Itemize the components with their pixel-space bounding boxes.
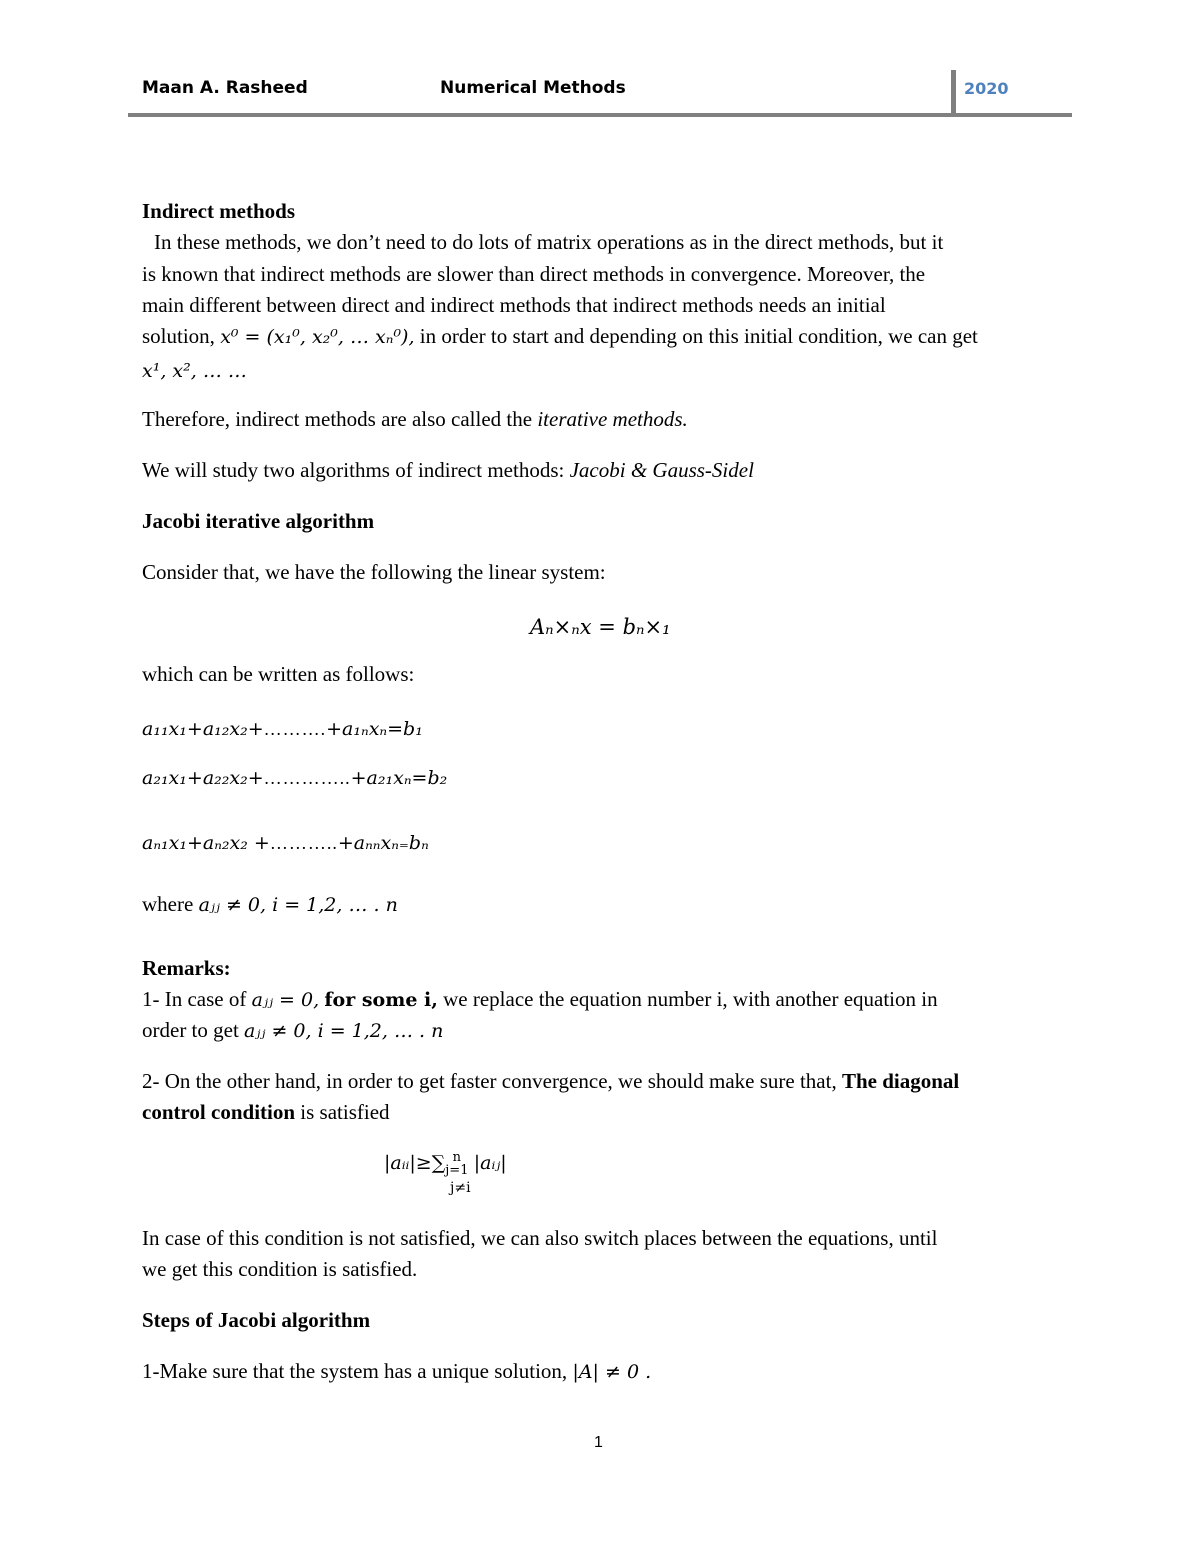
remark-1 [142, 987, 938, 1012]
para-line: which can be written as follows: [142, 662, 415, 686]
para-line: is known that indirect methods are slower than direct methods in convergence. Moreover, the [142, 262, 926, 286]
emphasis: Jacobi & Gauss-Sidel [569, 458, 754, 482]
text: Therefore, indirect methods are also called the [142, 407, 533, 431]
remark-1-line-2 [142, 1018, 443, 1043]
math: a₂₁x₁+a₂₂x₂+ [142, 767, 264, 789]
where-condition [142, 892, 398, 917]
equation-linear-system: Aₙ×ₙx = bₙ×₁ [530, 615, 671, 639]
text: is satisfied [300, 1100, 390, 1124]
text: we replace the equation number i, with another equation in [443, 987, 938, 1011]
ellipsis: ……….. [269, 833, 338, 853]
header-year: 2020 [964, 79, 1009, 98]
text: 1-Make sure that the system has a unique solution, [142, 1359, 568, 1383]
math-initial-solution: x⁰ = (x₁⁰, x₂⁰, … xₙ⁰), [220, 326, 415, 348]
equation-row-n [142, 830, 429, 855]
text: order to get [142, 1018, 239, 1042]
ellipsis: ………. [263, 719, 327, 739]
math: aⱼⱼ ≠ 0, i = 1,2, … . n [244, 1020, 444, 1042]
remark-2 [142, 1069, 959, 1094]
header-author: Maan A. Rasheed [142, 78, 308, 98]
math: +a₂₁xₙ=b₂ [350, 767, 448, 789]
para-line: main different between direct and indirect methods that indirect methods needs an initial [142, 293, 886, 317]
math: aⱼⱼ = 0, [251, 989, 320, 1011]
math-bold: for some i, [324, 989, 438, 1011]
page-number: 1 [594, 1434, 603, 1451]
equation-row-1 [142, 716, 423, 741]
para-line: we get this condition is satisfied. [142, 1257, 418, 1281]
para-line [142, 358, 247, 383]
section-title-jacobi: Jacobi iterative algorithm [142, 509, 375, 533]
para-line [142, 324, 978, 349]
bold-term: control condition [142, 1100, 296, 1124]
bold-term: The diagonal [841, 1069, 960, 1093]
text: 1- In case of [142, 987, 247, 1011]
header-subject: Numerical Methods [440, 78, 626, 98]
steps-title: Steps of Jacobi algorithm [142, 1308, 371, 1332]
remarks-title: Remarks: [142, 956, 231, 980]
header-divider [951, 70, 956, 116]
header-rule [128, 113, 1072, 117]
text: in order to start and depending on this initial condition, we can get [419, 324, 978, 348]
text: We will study two algorithms of indirect methods: [142, 458, 565, 482]
math-rhs: |aᵢⱼ| [473, 1152, 507, 1174]
para-algorithms [142, 458, 754, 483]
math: a₁₁x₁+a₁₂x₂+ [142, 718, 264, 740]
para-line: In these methods, we don’t need to do lots of matrix operations as in the direct methods, but it [154, 230, 944, 254]
math: aⱼⱼ ≠ 0, i = 1,2, … . n [198, 894, 398, 916]
sum-lower: j=1 [445, 1163, 469, 1179]
step-1 [142, 1359, 651, 1384]
text: 2- On the other hand, in order to get faster convergence, we should make sure that, [142, 1069, 837, 1093]
sum-limits [445, 1151, 468, 1177]
math-lhs: |aᵢᵢ|≥∑ [384, 1152, 446, 1174]
math: +a₁ₙxₙ=b₁ [326, 718, 423, 740]
para-line: In case of this condition is not satisfied, we can also switch places between the equations, until [142, 1226, 938, 1250]
para-line: Consider that, we have the following the linear system: [142, 560, 606, 584]
section-title-indirect: Indirect methods [142, 199, 296, 223]
sum-upper: n [452, 1150, 462, 1166]
math-iterates: x¹, x², … … [142, 360, 247, 382]
text: where [142, 892, 194, 916]
sum-exclusion: j≠i [450, 1180, 471, 1196]
math-determinant: |A| ≠ 0 . [572, 1361, 652, 1383]
ellipsis: ………….. [263, 768, 351, 788]
math: aₙ₁x₁+aₙ₂x₂ + [142, 832, 270, 854]
para-iterative [142, 407, 688, 432]
equation-diagonal-condition [384, 1150, 507, 1177]
math: +aₙₙxₙ₌bₙ [337, 832, 429, 854]
text: solution, [142, 324, 215, 348]
remark-2-line-2 [142, 1100, 390, 1125]
equation-row-2 [142, 765, 447, 790]
emphasis: iterative methods. [537, 407, 688, 431]
